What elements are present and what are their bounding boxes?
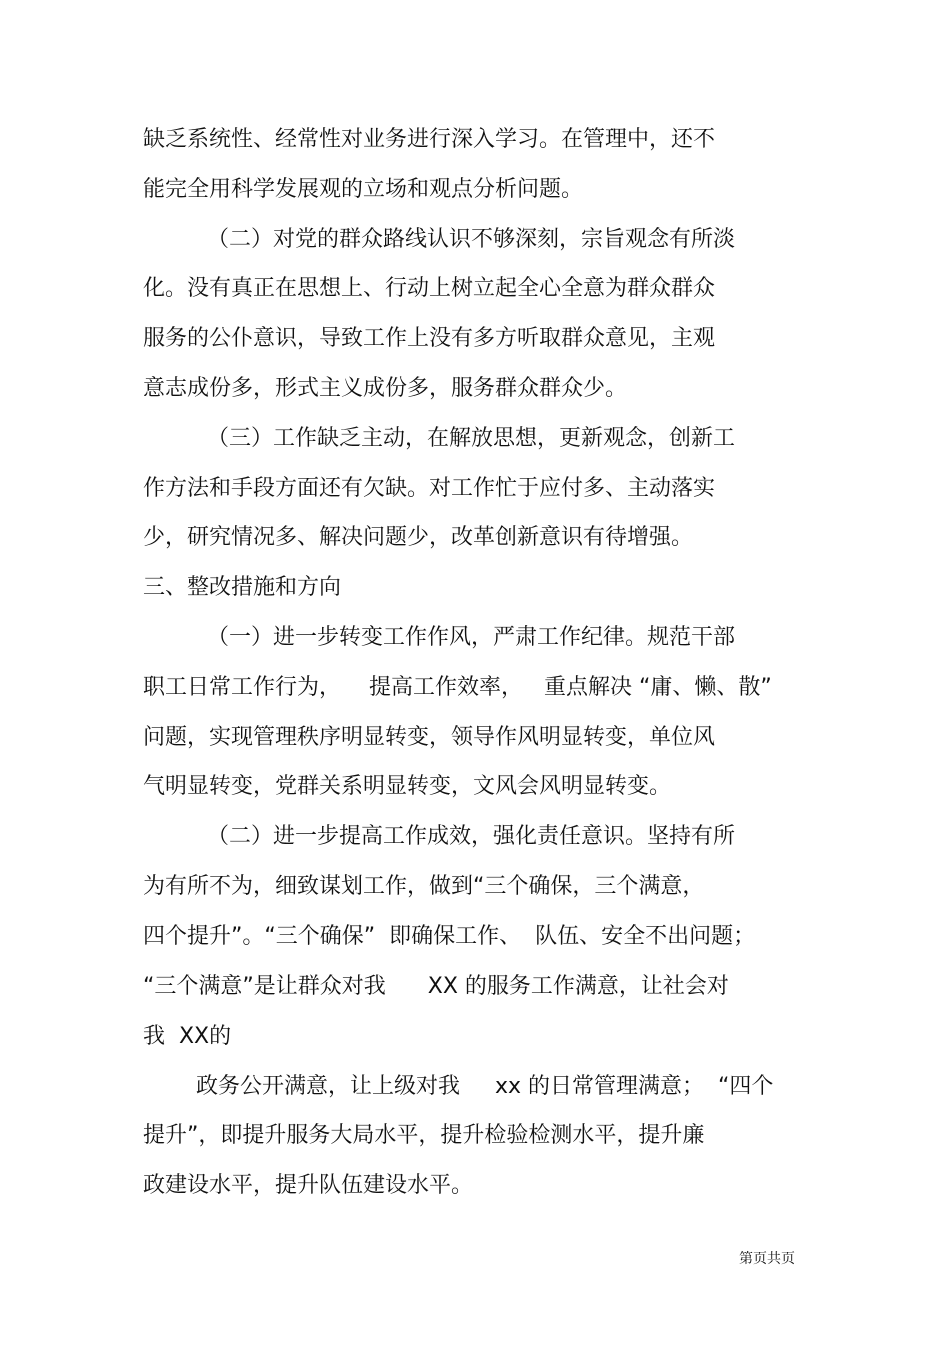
text-line: 意志成份多，形式主义成份多，服务群众群众少。 [143, 376, 628, 401]
text-line: 能完全用科学发展观的立场和观点分析问题。 [143, 177, 584, 202]
text-line: 化。没有真正在思想上、行动上树立起全心全意为群众群众 [143, 276, 716, 301]
text-line: 政务公开满意，让上级对我 xx 的日常管理满意； “四个 [196, 1074, 774, 1099]
text-line: 四个提升”。“三个确保” 即确保工作、 队伍、安全不出问题； [143, 924, 756, 949]
text-line: 为有所不为，细致谋划工作，做到“三个确保，三个满意， [143, 874, 705, 899]
text-line: （二）进一步提高工作成效，强化责任意识。坚持有所 [207, 824, 736, 849]
text-line: 职工日常工作行为， 提高工作效率， 重点解决 “庸、懒、散” [143, 675, 772, 700]
text-line: 我 XX的 [143, 1024, 232, 1049]
text-line: （一）进一步转变工作作风，严肃工作纪律。规范干部 [207, 625, 736, 650]
page-footer: 第页共页 [739, 1251, 795, 1267]
text-line: 服务的公仆意识，导致工作上没有多方听取群众意见，主观 [143, 326, 716, 351]
text-line: 问题，实现管理秩序明显转变，领导作风明显转变，单位风 [143, 725, 716, 750]
text-line: 作方法和手段方面还有欠缺。对工作忙于应付多、主动落实 [143, 476, 716, 501]
text-line: （二）对党的群众路线认识不够深刻，宗旨观念有所淡 [207, 227, 736, 252]
section-heading: 三、整改措施和方向 [143, 575, 342, 600]
text-line: （三）工作缺乏主动，在解放思想，更新观念，创新工 [207, 426, 736, 451]
text-line: 气明显转变，党群关系明显转变，文风会风明显转变。 [143, 774, 672, 799]
text-line: 政建设水平，提升队伍建设水平。 [143, 1173, 474, 1198]
text-line: 提升”，即提升服务大局水平，提升检验检测水平，提升廉 [143, 1123, 705, 1148]
text-line: 缺乏系统性、经常性对业务进行深入学习。在管理中，还不 [143, 127, 716, 152]
text-line: 少，研究情况多、解决问题少，改革创新意识有待增强。 [143, 525, 694, 550]
text-line: “三个满意”是让群众对我 XX 的服务工作满意，让社会对 [143, 974, 729, 999]
